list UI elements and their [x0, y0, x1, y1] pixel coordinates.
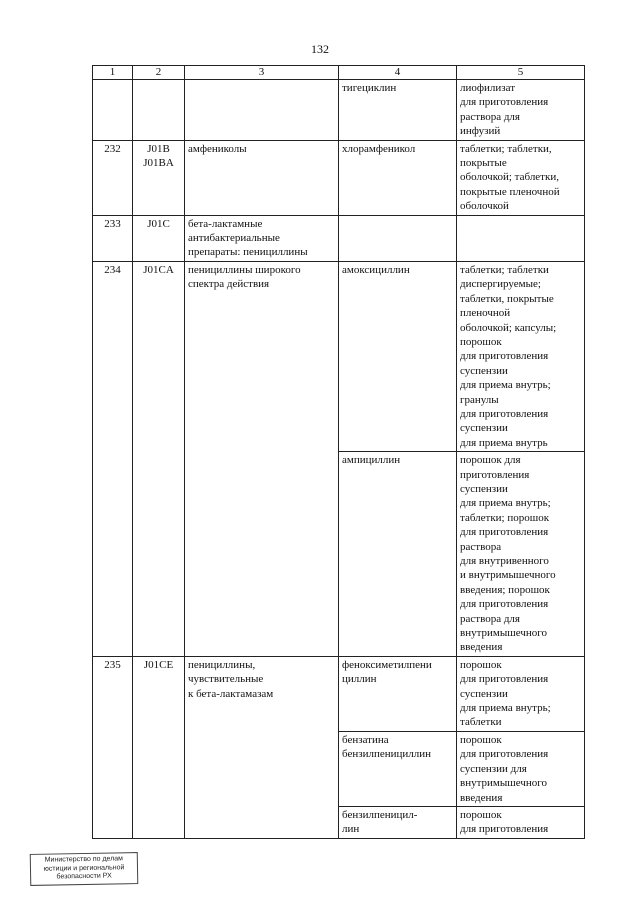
group-name: пенициллины, чувствительные к бета-лактамазам [185, 656, 339, 838]
header-col-4: 4 [339, 66, 457, 80]
row-number: 232 [93, 140, 133, 215]
table-row [93, 261, 585, 451]
dosage-form: таблетки; таблетки диспергируемые; таблетки, покрытые пленочной оболочкой; капсулы; порошок для приготовления суспензии для приема внутрь; гранулы для приготовления суспензии для приема внутрь [457, 261, 585, 451]
row-number [93, 80, 133, 141]
atc-code: J01B J01BA [133, 140, 185, 215]
header-col-5: 5 [457, 66, 585, 80]
row-number: 235 [93, 656, 133, 838]
table-row [93, 656, 585, 731]
atc-code: J01CE [133, 656, 185, 838]
table-row [93, 80, 585, 141]
drug-name: бензилпеницил- лин [339, 806, 457, 838]
group-name: пенициллины широкого спектра действия [185, 261, 339, 656]
group-name: амфениколы [185, 140, 339, 215]
dosage-form: лиофилизат для приготовления раствора для инфузий [457, 80, 585, 141]
atc-code: J01CA [133, 261, 185, 656]
row-number: 233 [93, 215, 133, 261]
dosage-form: порошок для приготовления суспензии для приема внутрь; таблетки [457, 656, 585, 731]
header-col-1: 1 [93, 66, 133, 80]
drug-table [92, 65, 585, 839]
atc-code [133, 80, 185, 141]
dosage-form: порошок для приготовления суспензии для внутримышечного введения [457, 731, 585, 806]
drug-name: бензатина бензилпенициллин [339, 731, 457, 806]
header-col-3: 3 [185, 66, 339, 80]
page-number: 132 [311, 42, 329, 56]
drug-name [339, 215, 457, 261]
drug-name: феноксиметилпени циллин [339, 656, 457, 731]
atc-code: J01C [133, 215, 185, 261]
drug-name: амоксициллин [339, 261, 457, 451]
drug-name: ампициллин [339, 452, 457, 657]
drug-name: хлорамфеникол [339, 140, 457, 215]
header-row [93, 66, 585, 80]
drug-name: тигециклин [339, 80, 457, 141]
dosage-form: таблетки; таблетки, покрытые оболочкой; таблетки, покрытые пленочной оболочкой [457, 140, 585, 215]
table-row [93, 215, 585, 261]
dosage-form: порошок для приготовления суспензии для приема внутрь; таблетки; порошок для приготовления раствора для внутривенного и внутримышечного введения; порошок для приготовления раствора для внутримышечного введения [457, 452, 585, 657]
table-row [93, 140, 585, 215]
header-col-2: 2 [133, 66, 185, 80]
dosage-form: порошок для приготовления [457, 806, 585, 838]
row-number: 234 [93, 261, 133, 656]
group-name: бета-лактамные антибактериальные препараты: пенициллины [185, 215, 339, 261]
ministry-stamp: Министерство по делам юстиции и региональной безопасности РХ [30, 852, 139, 885]
group-name [185, 80, 339, 141]
dosage-form [457, 215, 585, 261]
